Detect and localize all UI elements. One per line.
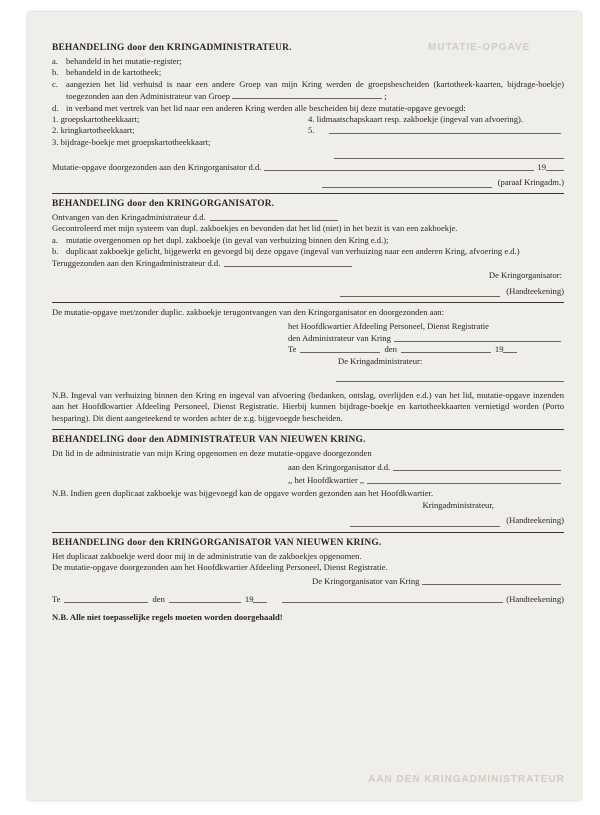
nb-note: N.B. Alle niet toepasselijke regels moeten worden doorgehaald! bbox=[52, 612, 283, 623]
section-title: BEHANDELING door den KRINGORGANISATOR VAN NIEUWEN KRING. bbox=[52, 537, 382, 548]
nieuwe-kring-field[interactable] bbox=[422, 576, 561, 585]
year-field[interactable] bbox=[253, 594, 267, 603]
paraaf-field[interactable] bbox=[322, 179, 492, 188]
bleed-through-text-bottom: AAN DEN KRINGADMINISTRATEUR bbox=[368, 774, 565, 785]
item-a: a. behandeld in het mutatie-register; bbox=[52, 56, 182, 66]
forwarded-date-field[interactable] bbox=[264, 162, 534, 171]
groep-field[interactable] bbox=[232, 90, 382, 99]
forwarded-year-field[interactable] bbox=[546, 162, 564, 171]
divider bbox=[52, 429, 564, 430]
bleed-through-text: MUTATIE-OPGAVE bbox=[428, 42, 531, 53]
returned-date-field[interactable] bbox=[224, 258, 352, 267]
section-return: De mutatie-opgave met/zonder duplic. zakboekje terugontvangen van den Kringorganisator en doorgezonden aan: het Hoofdkwartier Afdeeling Personeel, Dienst Registratie den Administrateur van Kring Te den 19 De Kringadministrateur: N.B. Ingeval van verhuizing binnen den Kring en ingeval van afvoering (bedanken, ontslag, overlijden e.d.) van het lid, mutatie-opgave inzenden aan het Hoofdkwartier Afdeeling Personeel, Dienst Registratie. Hierbij kunnen bijdrage-boekje en kartotheekkaarten vernietigd worden (Porto besparing). Dit dient aangeteekend te worden achter de z.g. bijgevoegde bescheiden. bbox=[52, 306, 564, 423]
extra-enclosure-line[interactable] bbox=[334, 150, 564, 159]
nb-note: N.B. Ingeval van verhuizing binnen den Kring en ingeval van afvoering (bedanken, ontslag, overlijden e.d.) van het lid, mutatie-opgave inzenden aan het Hoofdkwartier Afdeeling Personeel, Dienst Registratie. Hierbij kunnen bijdrage-boekje en kartotheekkaarten vernietigd worden (Porto besparing). Dit dient aangeteekend te worden achter de z.g. bijgevoegde bescheiden. bbox=[52, 389, 564, 423]
te-place-field[interactable] bbox=[300, 344, 380, 353]
kring-field[interactable] bbox=[394, 333, 561, 342]
item-d: d. in verband met vertrek van het lid naar een anderen Kring werden alle bescheiden bij deze mutatie-opgave gevoegd: bbox=[52, 102, 466, 113]
paraaf-label: (paraaf Kringadm.) bbox=[497, 176, 564, 187]
form-sheet bbox=[28, 12, 581, 800]
divider bbox=[52, 193, 564, 194]
den-date-field[interactable] bbox=[169, 594, 241, 603]
section-title: BEHANDELING door den ADMINISTRATEUR VAN NIEUWEN KRING. bbox=[52, 435, 366, 446]
kringorganisator-date-field[interactable] bbox=[393, 462, 561, 471]
section-kringadministrateur bbox=[52, 42, 564, 188]
forwarded-row: Mutatie-opgave doorgezonden aan den Kringorganisator d.d. 19 bbox=[52, 162, 564, 173]
section-title: BEHANDELING door den KRINGADMINISTRATEUR. bbox=[52, 43, 292, 53]
received-date-field[interactable] bbox=[210, 212, 338, 221]
section-kringorganisator-nieuwe-kring: BEHANDELING door den KRINGORGANISATOR VAN NIEUWEN KRING. Het duplicaat zakboekje werd door mij in de administratie van de zakboekjes opgenomen. De mutatie-opgave doorgezonden aan het Hoofdkwartier Afdeeling Personeel, Dienst Registratie. De Kringorganisator van Kring Te den 19 (Handteekening) N.B. Alle niet toepasselijke regels moeten worden doorgehaald! bbox=[52, 537, 564, 623]
section-kringorganisator: BEHANDELING door den KRINGORGANISATOR. Ontvangen van den Kringadministrateur d.d. Gecontroleerd met mijn systeem van dupl. zakboekjes en bevonden dat het lid (niet) in het bezit is van een zakboekje. a. mutatie overgenomen op het dupl. zakboekje (in geval van verhuizing binnen den Kring e.d.); b. duplicaat zakboekje gelicht, bijgewerkt en gevoegd bij deze opgave (ingeval van verhuizing naar een anderen Kring, afvoering e.d.) Teruggezonden aan den Kringadministrateur d.d. De Kringorganisator: (Handteekening) bbox=[52, 199, 564, 296]
item-c: c. aangezien het lid verhuisd is naar een andere Groep van mijn Kring werden de groepsbescheiden (kartotheek-kaarten, bijdrage-boekje) toegezonden aan den Administrateur van Groep ; bbox=[52, 78, 564, 102]
item-b: b. behandeld in de kartotheek; bbox=[52, 67, 162, 78]
enclosure-list: 1. groepskartotheekkaart; 2. kringkartotheekkaart; 3. bijdrage-boekje met groepskartotheekkaart; 4. lidmaatschapskaart resp. zakboekje (ingeval van afvoering). 5. bbox=[52, 114, 564, 148]
section-administrateur-nieuwe-kring: BEHANDELING door den ADMINISTRATEUR VAN NIEUWEN KRING. Dit lid in de administratie van mijn Kring opgenomen en deze mutatie-opgave doorgezonden aan den Kringorganisator d.d. ,, het Hoofdkwartier ,, N.B. Indien geen duplicaat zakboekje was bijgevoegd kan de opgave worden gezonden aan het Hoofdkwartier. Kringadministrateur, (Handteekening) bbox=[52, 435, 564, 526]
kringadministrateur-signature-field[interactable] bbox=[336, 373, 564, 382]
organisator-signature-field[interactable] bbox=[282, 594, 503, 603]
form-content bbox=[52, 42, 564, 624]
section-title: BEHANDELING door den KRINGORGANISATOR. bbox=[52, 199, 275, 210]
nb-note: N.B. Indien geen duplicaat zakboekje was bijgevoegd kan de opgave worden gezonden aan het Hoofdkwartier. bbox=[52, 488, 434, 499]
hoofdkwartier-date-field[interactable] bbox=[367, 475, 561, 484]
year-field[interactable] bbox=[503, 344, 517, 353]
extra-enclosure-field[interactable] bbox=[329, 125, 561, 134]
organisator-signature-field[interactable] bbox=[340, 288, 500, 297]
den-date-field[interactable] bbox=[401, 344, 491, 353]
divider bbox=[52, 302, 564, 303]
administrateur-signature-field[interactable] bbox=[350, 518, 500, 527]
te-place-field[interactable] bbox=[64, 594, 148, 603]
divider bbox=[52, 532, 564, 533]
